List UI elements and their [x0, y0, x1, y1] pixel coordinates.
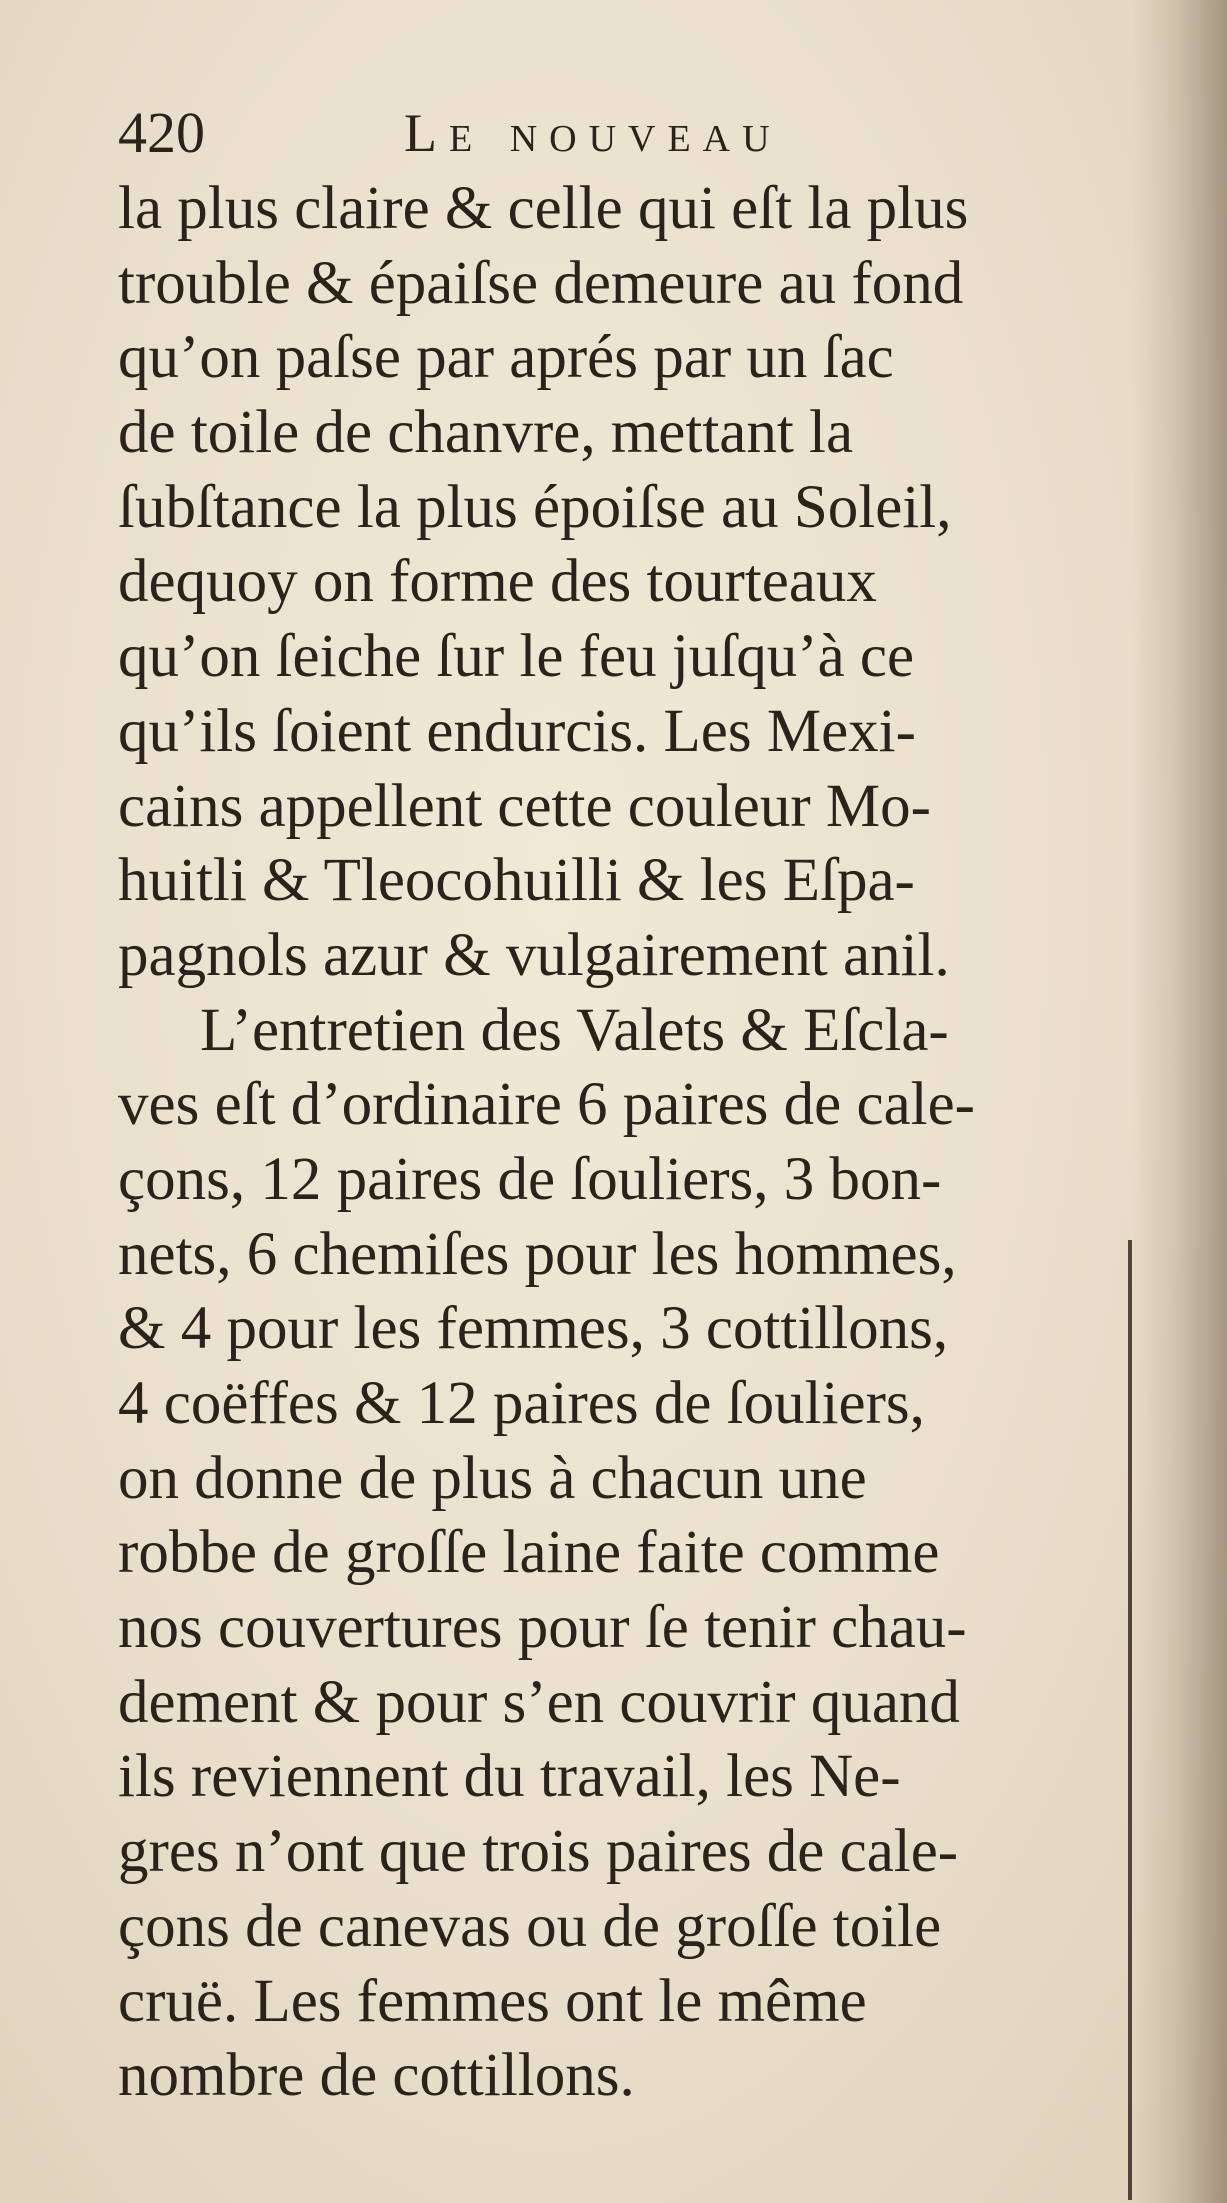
text-line: cruë. Les femmes ont le même [118, 1967, 867, 2035]
text-line: trouble & épaiſse demeure au fond [118, 249, 964, 317]
text-line: nos couvertures pour ſe tenir chau- [118, 1594, 967, 1662]
text-line: 4 coëffes & 12 paires de ſouliers, [118, 1370, 925, 1437]
text-line: qu’on ſeiche ſur le feu juſqu’à ce [118, 623, 915, 691]
text-line: cains appellent cette couleur Mo- [118, 772, 931, 840]
text-line: la plus claire & celle qui eſt la plus [118, 175, 969, 242]
text-line: nets, 6 chemiſes pour les hommes, [118, 1220, 957, 1288]
text-line: ils reviennent du travail, les Ne- [118, 1743, 901, 1811]
text-line: gres n’ont que trois paires de cale- [118, 1818, 959, 1886]
paragraph-first-line: L’entretien des Valets & Eſcla- [200, 996, 949, 1064]
text-line: nombre de cottillons. [118, 2042, 635, 2110]
text-line: çons, 12 paires de ſouliers, 3 bon- [118, 1145, 942, 1213]
running-head: Le nouveau [404, 103, 782, 163]
text-line: dequoy on forme des tourteaux [118, 548, 877, 616]
text-line: çons de canevas ou de groſſe toile [118, 1892, 942, 1960]
text-line: qu’on paſse par aprés par un ſac [118, 324, 894, 392]
page-number: 420 [118, 100, 205, 165]
text-line: dement & pour s’en couvrir quand [118, 1668, 960, 1736]
text-line: ves eſt d’ordinaire 6 paires de cale- [118, 1071, 975, 1139]
body-text [118, 172, 1158, 2114]
text-line: ſubſtance la plus époiſse au Soleil, [118, 473, 952, 541]
text-line: robbe de groſſe laine faite comme [118, 1519, 940, 1587]
text-line: pagnols azur & vulgairement anil. [118, 921, 950, 989]
text-line: & 4 pour les femmes, 3 cottillons, [118, 1295, 949, 1363]
page-header [118, 98, 1018, 168]
text-line: on donne de plus à chacun une [118, 1444, 867, 1512]
text-line: qu’ils ſoient endurcis. Les Mexi- [118, 697, 916, 765]
text-line: de toile de chanvre, mettant la [118, 399, 854, 467]
text-line: huitli & Tleocohuilli & les Eſpa- [118, 847, 915, 915]
